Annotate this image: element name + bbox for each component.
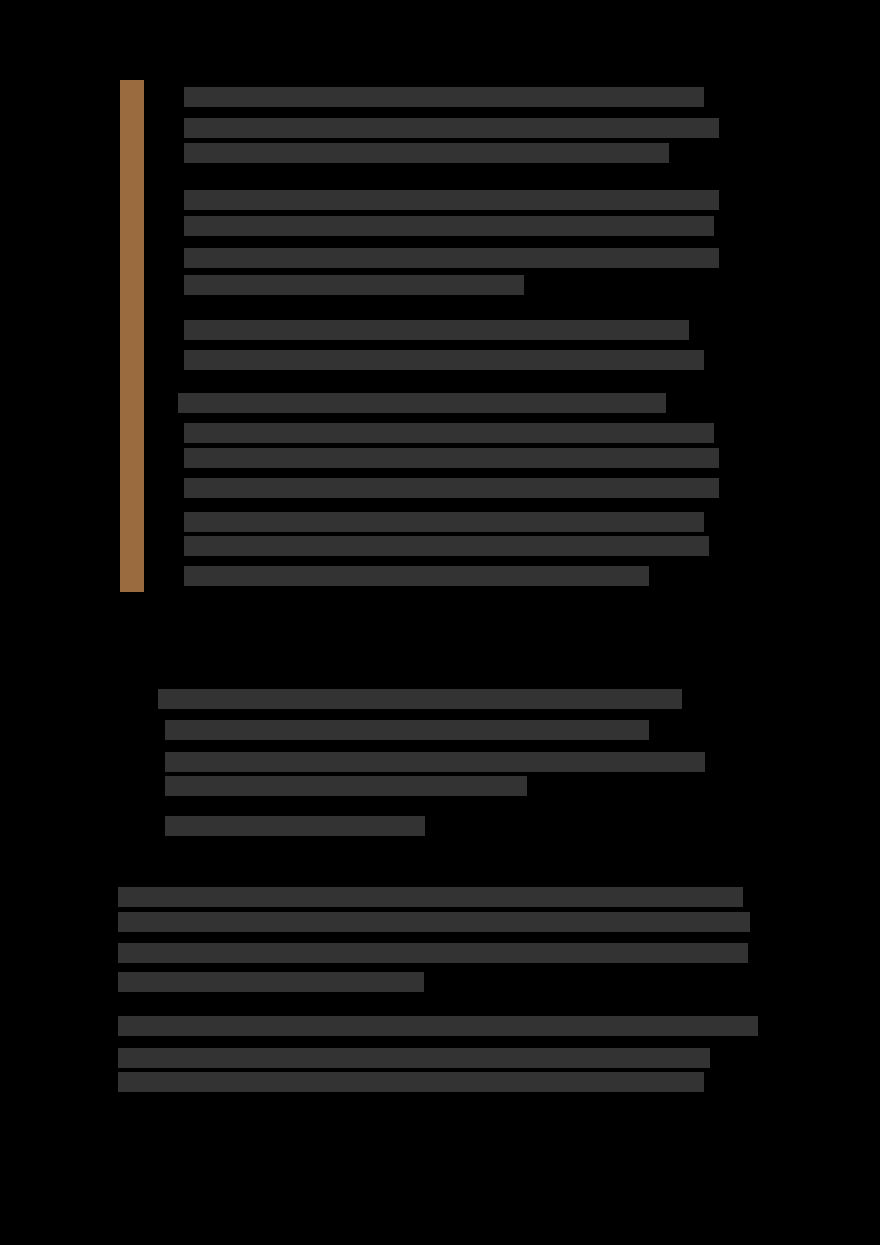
paragraph-text-line (118, 1016, 758, 1036)
blockquote-text-line (184, 118, 719, 138)
blockquote-text-line (184, 478, 719, 498)
list-item-text-line (165, 720, 649, 740)
paragraph-text-line (118, 912, 750, 932)
blockquote-text-line (184, 566, 649, 586)
blockquote-text-line (184, 143, 669, 163)
paragraph-text-line (118, 943, 748, 963)
paragraph-text-line (118, 887, 743, 907)
blockquote-text-line (184, 216, 714, 236)
blockquote-text-line (184, 536, 709, 556)
paragraph-text-line (118, 1048, 710, 1068)
blockquote-text-line (184, 275, 524, 295)
paragraph-text-line (118, 972, 424, 992)
blockquote-text-line (184, 190, 719, 210)
blockquote-accent-bar (120, 80, 144, 592)
blockquote-text-line (184, 320, 689, 340)
paragraph-text-line (118, 1072, 704, 1092)
list-item-text-line (165, 776, 527, 796)
blockquote-text-line (184, 448, 719, 468)
blockquote-text-line (184, 512, 704, 532)
blockquote-text-line (184, 423, 714, 443)
list-item-text-line (165, 752, 705, 772)
blockquote-text-line (178, 393, 666, 413)
blockquote-text-line (184, 87, 704, 107)
blockquote-text-line (184, 248, 719, 268)
list-item-text-line (165, 816, 425, 836)
blockquote-text-line (184, 350, 704, 370)
list-item-text-line (158, 689, 682, 709)
